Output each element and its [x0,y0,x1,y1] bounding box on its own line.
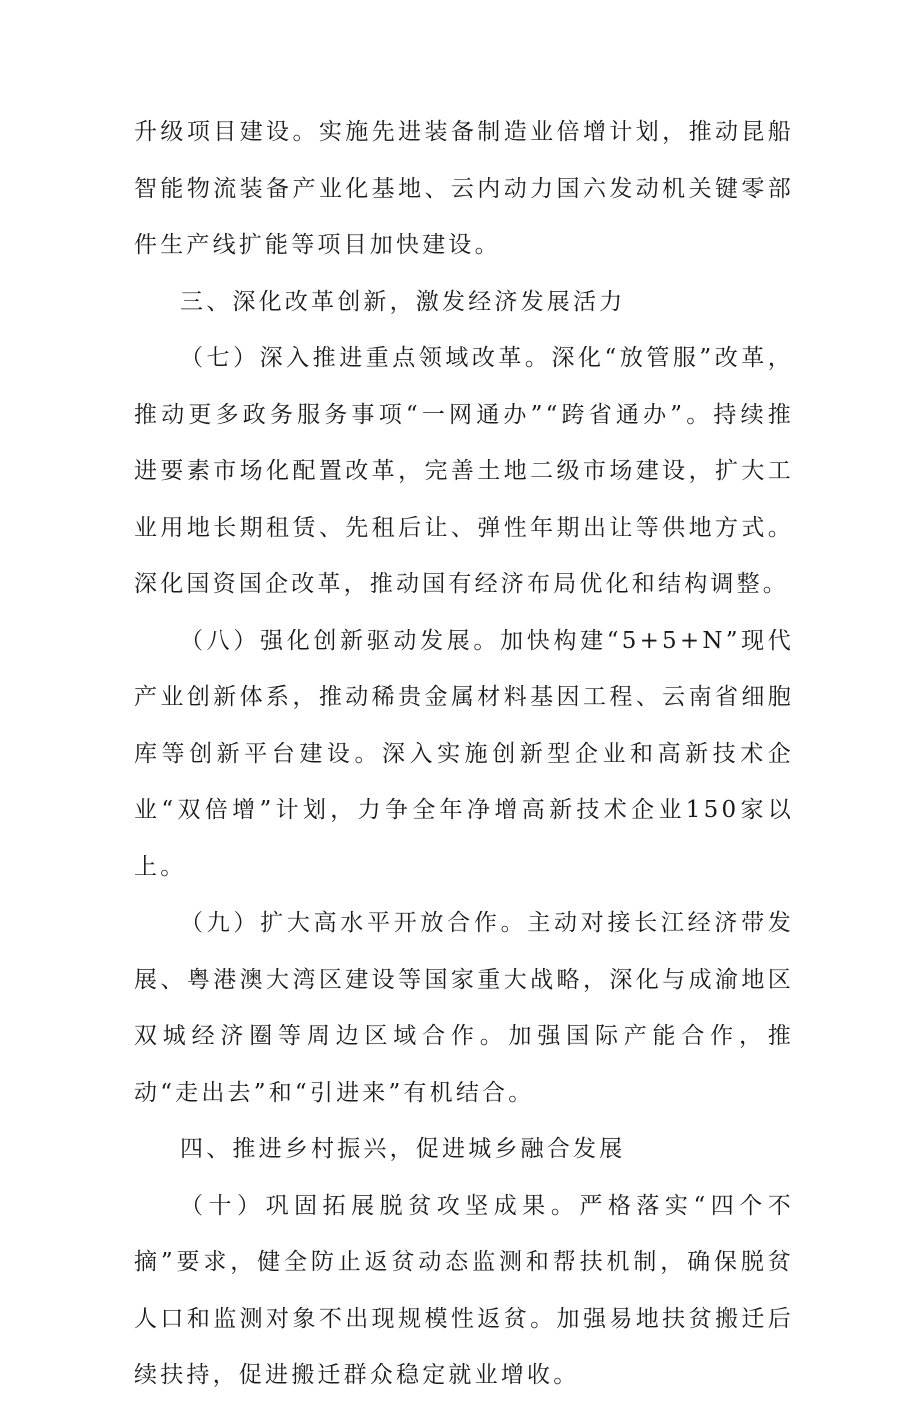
paragraph-item-8: （八）强化创新驱动发展。加快构建“5+5+N”现代产业创新体系，推动稀贵金属材料基因工程、云南省细胞库等创新平台建设。深入实施创新型企业和高新技术企业“双倍增”计划，力争全年净增高新技术企业150家以上。 [134,627,794,880]
document-body [134,104,794,1404]
paragraph-item-10: （十）巩固拓展脱贫攻坚成果。严格落实“四个不摘”要求，健全防止返贫动态监测和帮扶机制，确保脱贫人口和监测对象不出现规模性返贫。加强易地扶贫搬迁后续扶持，促进搬迁群众稳定就业增收。 [134,1192,794,1388]
paragraph-item-9: （九）扩大高水平开放合作。主动对接长江经济带发展、粤港澳大湾区建设等国家重大战略，深化与成渝地区双城经济圈等周边区域合作。加强国际产能合作，推动“走出去”和“引进来”有机结合。 [134,910,794,1106]
paragraph-continuation: 升级项目建设。实施先进装备制造业倍增计划，推动昆船智能物流装备产业化基地、云内动力国六发动机关键零部件生产线扩能等项目加快建设。 [134,119,794,258]
paragraph-item-7: （七）深入推进重点领域改革。深化“放管服”改革，推动更多政务服务事项“一网通办”“跨省通办”。持续推进要素市场化配置改革，完善土地二级市场建设，扩大工业用地长期租赁、先租后让、弹性年期出让等供地方式。深化国资国企改革，推动国有经济布局优化和结构调整。 [134,345,794,597]
section-heading-4: 四、推进乡村振兴，促进城乡融合发展 [180,1136,626,1162]
section-heading-3: 三、深化改革创新，激发经济发展活力 [180,288,626,315]
